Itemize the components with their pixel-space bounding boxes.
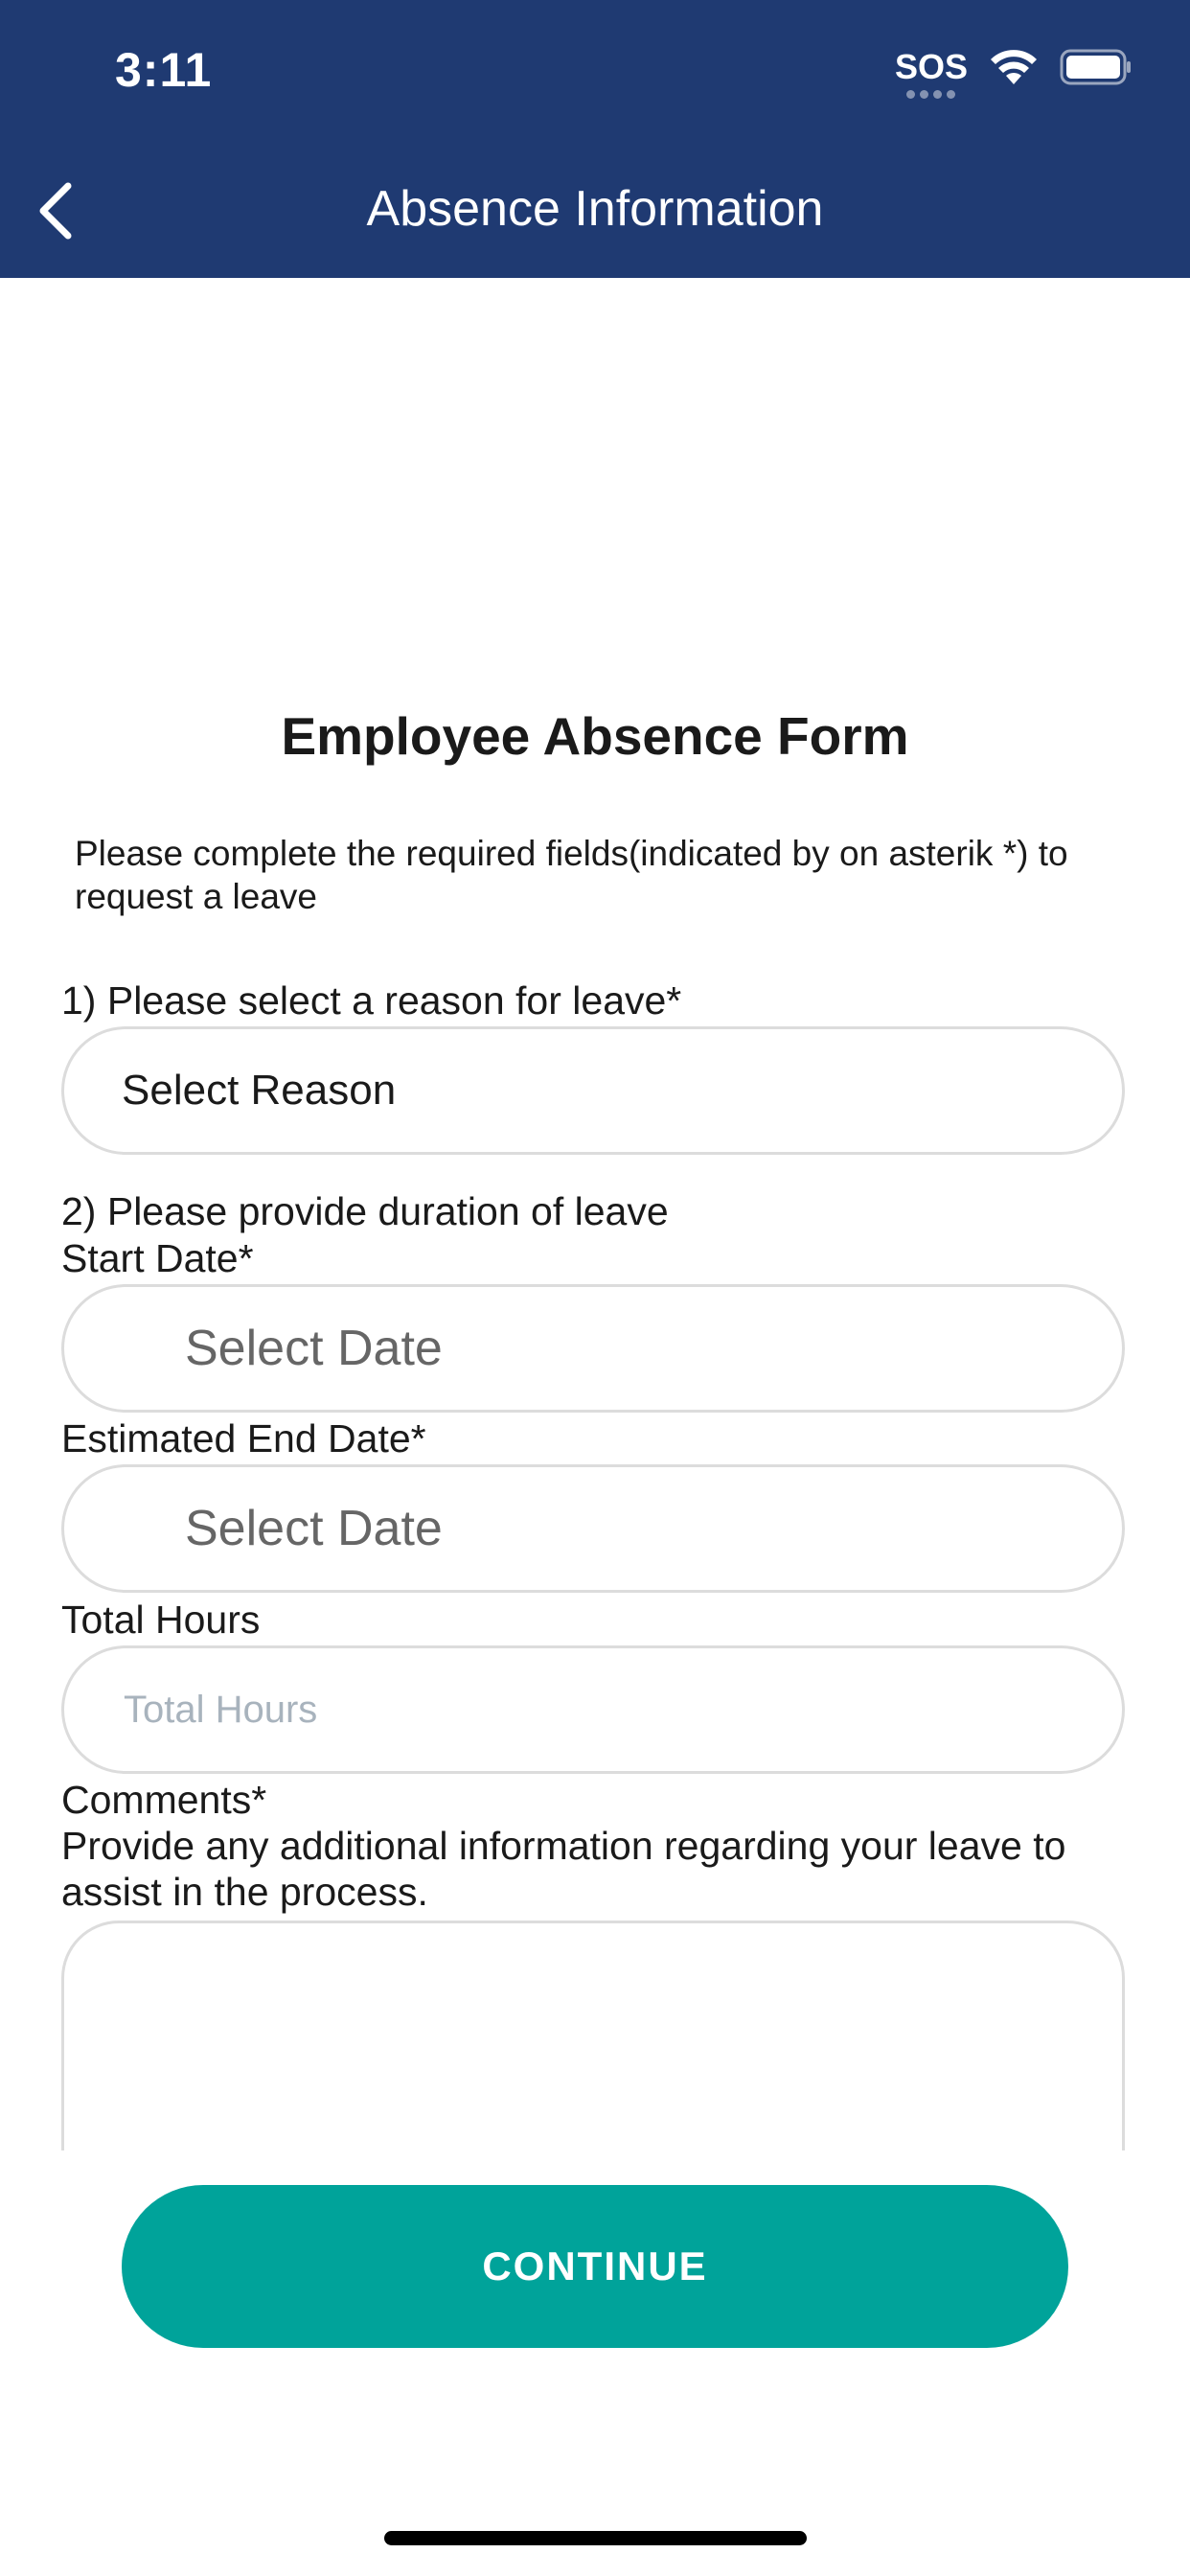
sos-indicator (895, 48, 968, 99)
continue-button[interactable]: CONTINUE (122, 2185, 1068, 2348)
total-hours-input[interactable] (122, 1688, 1064, 1733)
home-indicator (384, 2531, 807, 2545)
form-title: Employee Absence Form (281, 706, 909, 766)
wifi-icon (989, 48, 1039, 86)
comments-label: Comments* (61, 1778, 267, 1822)
page-title: Absence Information (366, 181, 824, 237)
total-hours-field[interactable] (61, 1645, 1125, 1774)
end-date-label: Estimated End Date* (61, 1416, 426, 1460)
start-date-value: Select Date (185, 1321, 443, 1376)
total-hours-label: Total Hours (61, 1598, 261, 1642)
end-date-picker[interactable] (61, 1464, 1125, 1593)
end-date-value: Select Date (185, 1501, 443, 1556)
signal-dots-icon (895, 90, 968, 99)
reason-label: 1) Please select a reason for leave* (61, 978, 682, 1023)
reason-select[interactable] (61, 1026, 1125, 1155)
battery-icon (1060, 48, 1133, 86)
comments-field[interactable] (61, 1920, 1125, 2150)
comments-help-text: Provide any additional information regarding your leave to assist in the process. (61, 1824, 1066, 1914)
app-header (0, 0, 1190, 278)
start-date-label: Start Date* (61, 1236, 254, 1280)
start-date-picker[interactable] (61, 1284, 1125, 1413)
status-icons (895, 48, 1133, 105)
reason-value: Select Reason (122, 1067, 397, 1114)
duration-label: 2) Please provide duration of leave (61, 1189, 669, 1233)
comments-textarea[interactable] (64, 1923, 1122, 2150)
sos-label: SOS (894, 47, 968, 86)
status-time: 3:11 (115, 43, 213, 97)
comments-label-group (61, 1777, 1134, 1915)
form-instructions: Please complete the required fields(indicated by on asterik *) to request a leave (75, 834, 1068, 916)
